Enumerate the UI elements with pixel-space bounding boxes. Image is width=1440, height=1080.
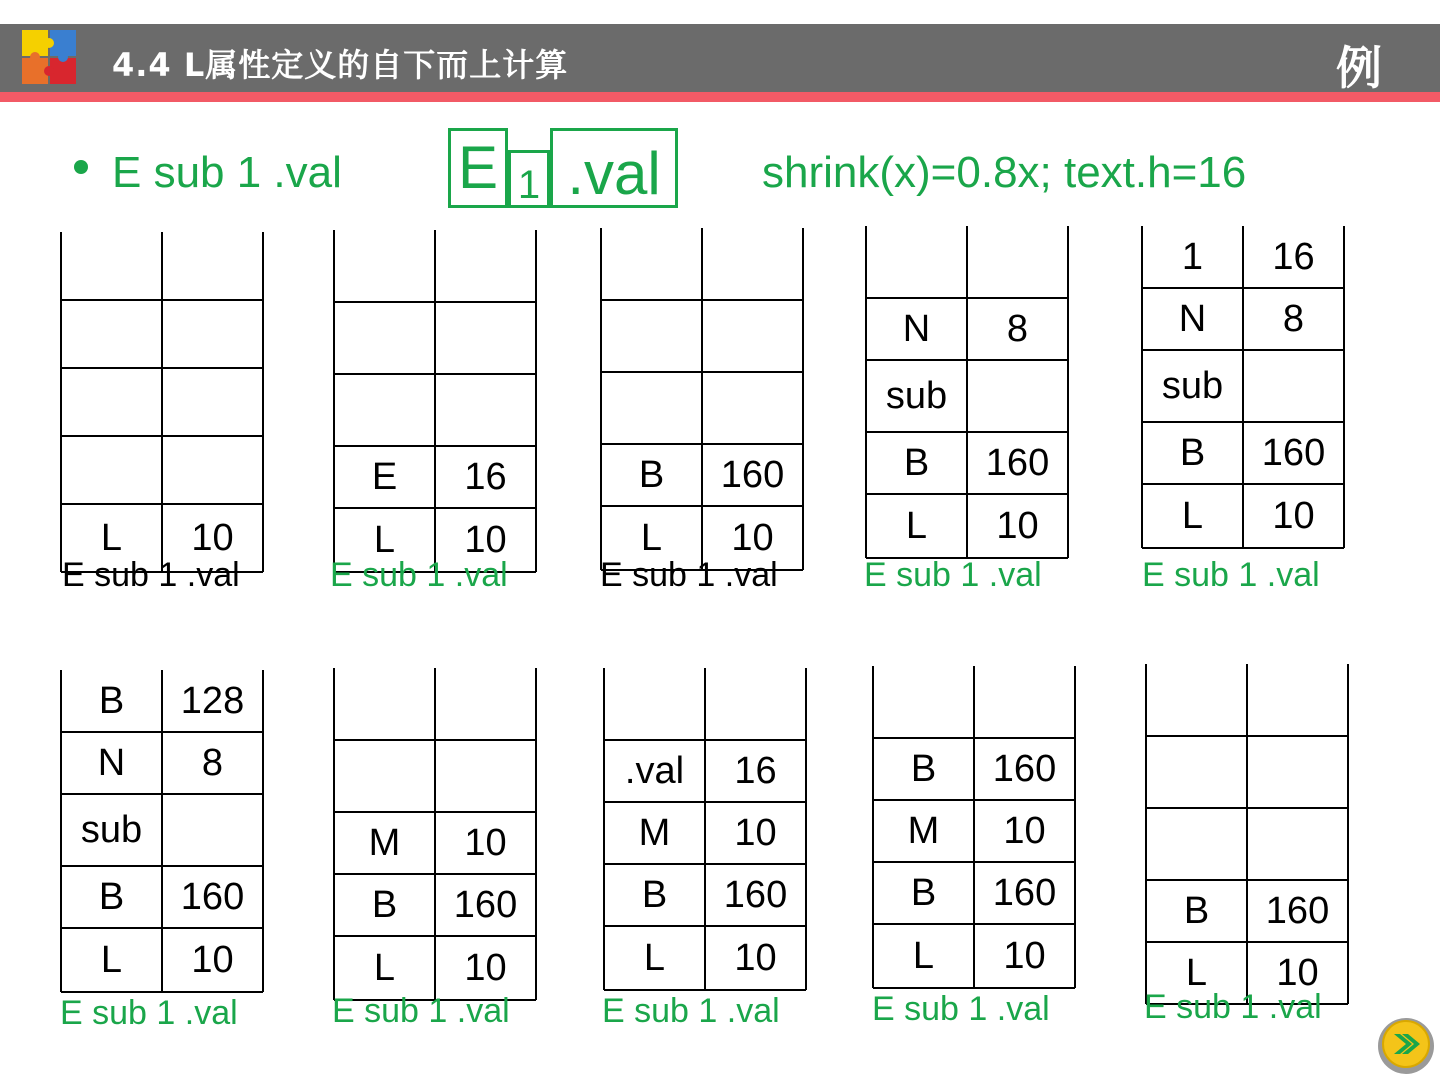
- stack-9-cell-r3-c2: 10: [1003, 809, 1046, 852]
- stack-2-cell-r5-c1: L: [373, 518, 396, 561]
- stack-8-cell-r5-c1: L: [643, 936, 666, 979]
- stack-4-cell-r5-c1: L: [905, 504, 928, 547]
- stack-9-cell-r4-c1: B: [910, 871, 937, 914]
- stack-1-cell-r1-c2: [162, 232, 263, 300]
- caption-7: E sub 1 .val: [332, 992, 510, 1030]
- formula-text: shrink(x)=0.8x; text.h=16: [762, 148, 1247, 197]
- stack-10-cell-r2-c2: [1247, 736, 1348, 808]
- stack-9-cell-r3-c1: M: [907, 809, 940, 852]
- caption-8: E sub 1 .val: [602, 992, 780, 1030]
- stack-1-cell-r2-c1: [61, 300, 162, 368]
- stack-10-cell-r4-c2: 160: [1265, 889, 1330, 932]
- stack-3-cell-r1-c2: [702, 228, 803, 300]
- stack-3-cell-r5-c1: L: [640, 516, 663, 559]
- stack-5-cell-r1-c1: 1: [1181, 235, 1204, 278]
- stack-5-cell-r4-c2: 160: [1261, 431, 1326, 474]
- stack-4-cell-r3-c1: sub: [885, 374, 948, 417]
- stack-4: [865, 226, 1069, 558]
- stack-9-cell-r2-c2: 160: [992, 747, 1057, 790]
- puzzle-logo-icon: [20, 28, 78, 86]
- stack-10-cell-r5-c1: L: [1185, 951, 1208, 994]
- caption-1: E sub 1 .val: [62, 556, 240, 594]
- stack-6: [60, 670, 264, 992]
- stack-6-cell-r5-c1: L: [100, 938, 123, 981]
- stack-5-cell-r3-c1: sub: [1161, 364, 1224, 407]
- stack-9-cell-r1-c2: [974, 666, 1075, 738]
- stack-6-cell-r5-c2: 10: [191, 938, 234, 981]
- stack-7-cell-r1-c1: [334, 668, 435, 740]
- stack-3-cell-r4-c2: 160: [720, 453, 785, 496]
- stack-4-cell-r1-c1: [866, 226, 967, 298]
- stack-8-cell-r1-c1: [604, 668, 705, 740]
- stack-2-cell-r5-c2: 10: [464, 518, 507, 561]
- stack-9-cell-r2-c1: B: [910, 747, 937, 790]
- stack-5-cell-r2-c2: 8: [1282, 297, 1305, 340]
- stack-8-cell-r4-c1: B: [641, 873, 668, 916]
- stack-9-cell-r4-c2: 160: [992, 871, 1057, 914]
- stack-3-cell-r4-c1: B: [638, 453, 665, 496]
- stack-7-cell-r2-c2: [435, 740, 536, 812]
- stack-4-cell-r3-c2: [967, 360, 1068, 432]
- stack-1-cell-r1-c1: [61, 232, 162, 300]
- stack-1-cell-r4-c1: [61, 436, 162, 504]
- stack-1-cell-r4-c2: [162, 436, 263, 504]
- caption-4: E sub 1 .val: [864, 556, 1042, 594]
- stack-5-cell-r2-c1: N: [1178, 297, 1207, 340]
- stack-2-cell-r1-c2: [435, 230, 536, 302]
- stack-6-cell-r4-c2: 160: [180, 875, 245, 918]
- stack-8-cell-r4-c2: 160: [723, 873, 788, 916]
- stack-10-cell-r1-c2: [1247, 664, 1348, 736]
- stack-2: [333, 230, 537, 572]
- stack-7: [333, 668, 537, 1000]
- stack-3-cell-r1-c1: [601, 228, 702, 300]
- stack-4-cell-r2-c2: 8: [1006, 307, 1029, 350]
- stack-3-cell-r2-c2: [702, 300, 803, 372]
- stack-2-cell-r2-c2: [435, 302, 536, 374]
- stack-9-cell-r5-c2: 10: [1003, 934, 1046, 977]
- stack-5-cell-r5-c2: 10: [1272, 494, 1315, 537]
- stack-4-cell-r4-c2: 160: [985, 441, 1050, 484]
- stack-2-cell-r3-c1: [334, 374, 435, 446]
- caption-4: [864, 556, 1042, 595]
- stack-9: [872, 666, 1076, 988]
- stack-2-cell-r1-c1: [334, 230, 435, 302]
- stack-2-cell-r3-c2: [435, 374, 536, 446]
- stack-6-cell-r2-c2: 8: [201, 741, 224, 784]
- stack-1-cell-r3-c2: [162, 368, 263, 436]
- bullet-text: E sub 1 .val: [112, 148, 342, 197]
- stack-1: [60, 232, 264, 572]
- caption-3: [600, 556, 778, 595]
- stack-10-cell-r5-c2: 10: [1276, 951, 1319, 994]
- stack-9-cell-r5-c1: L: [912, 934, 935, 977]
- caption-3: E sub 1 .val: [600, 556, 778, 594]
- stack-10-cell-r2-c1: [1146, 736, 1247, 808]
- stack-7-cell-r3-c2: 10: [464, 821, 507, 864]
- stack-3-cell-r5-c2: 10: [731, 516, 774, 559]
- stack-4-cell-r4-c1: B: [903, 441, 930, 484]
- stack-3: [600, 228, 804, 570]
- stack-7-cell-r5-c2: 10: [464, 946, 507, 989]
- bullet-dot: [74, 160, 88, 174]
- stack-9-cell-r1-c1: [873, 666, 974, 738]
- stack-1-cell-r3-c1: [61, 368, 162, 436]
- stack-7-cell-r1-c2: [435, 668, 536, 740]
- page-title: 4.4 L属性定义的自下而上计算: [112, 46, 569, 84]
- stack-10-cell-r1-c1: [1146, 664, 1247, 736]
- stack-7-cell-r5-c1: L: [373, 946, 396, 989]
- stack-8-cell-r5-c2: 10: [734, 936, 777, 979]
- stack-2-cell-r4-c1: E: [371, 455, 398, 498]
- caption-6: E sub 1 .val: [60, 994, 238, 1032]
- stack-7-cell-r4-c2: 160: [453, 883, 518, 926]
- caption-5: [1142, 556, 1320, 595]
- stack-5: [1141, 226, 1345, 548]
- next-arrow-icon: [1382, 1020, 1430, 1068]
- stack-6-cell-r1-c2: 128: [180, 679, 245, 722]
- box-sub: 1: [508, 150, 550, 208]
- caption-10: E sub 1 .val: [1144, 988, 1322, 1026]
- stack-8-cell-r1-c2: [705, 668, 806, 740]
- stack-1-cell-r2-c2: [162, 300, 263, 368]
- caption-9: E sub 1 .val: [872, 990, 1050, 1028]
- caption-2: E sub 1 .val: [330, 556, 508, 594]
- stack-7-cell-r3-c1: M: [368, 821, 401, 864]
- stack-6-cell-r3-c1: sub: [80, 808, 143, 851]
- stack-4-cell-r5-c2: 10: [996, 504, 1039, 547]
- stack-8-cell-r3-c1: M: [638, 811, 671, 854]
- next-slide-button[interactable]: [1378, 1018, 1434, 1074]
- stack-4-cell-r1-c2: [967, 226, 1068, 298]
- example-mark: 例: [1336, 41, 1382, 95]
- stack-10-cell-r3-c1: [1146, 808, 1247, 880]
- stack-2-cell-r4-c2: 16: [464, 455, 507, 498]
- stack-6-cell-r1-c1: B: [98, 679, 125, 722]
- stack-2-cell-r2-c1: [334, 302, 435, 374]
- stack-5-cell-r3-c2: [1243, 350, 1344, 422]
- stack-3-cell-r2-c1: [601, 300, 702, 372]
- caption-2: [330, 556, 508, 595]
- stack-8-cell-r3-c2: 10: [734, 811, 777, 854]
- caption-5: E sub 1 .val: [1142, 556, 1320, 594]
- stack-8: [603, 668, 807, 990]
- stack-10: [1145, 664, 1349, 1004]
- box-e: E: [448, 128, 508, 208]
- stack-1-cell-r5-c2: 10: [191, 516, 234, 559]
- stack-5-cell-r5-c1: L: [1181, 494, 1204, 537]
- stack-7-cell-r2-c1: [334, 740, 435, 812]
- stack-6-cell-r2-c1: N: [97, 741, 126, 784]
- stack-6-cell-r3-c2: [162, 794, 263, 866]
- stack-5-cell-r1-c2: 16: [1272, 235, 1315, 278]
- stack-6-cell-r4-c1: B: [98, 875, 125, 918]
- stack-1-cell-r5-c1: L: [100, 516, 123, 559]
- stack-3-cell-r3-c1: [601, 372, 702, 444]
- stack-4-cell-r2-c1: N: [902, 307, 931, 350]
- stack-10-cell-r4-c1: B: [1183, 889, 1210, 932]
- stack-8-cell-r2-c1: .val: [624, 749, 685, 792]
- stack-7-cell-r4-c1: B: [371, 883, 398, 926]
- stack-8-cell-r2-c2: 16: [734, 749, 777, 792]
- box-val: .val: [550, 128, 678, 208]
- header-accent-line: [0, 92, 1440, 102]
- stack-3-cell-r3-c2: [702, 372, 803, 444]
- stack-10-cell-r3-c2: [1247, 808, 1348, 880]
- stack-5-cell-r4-c1: B: [1179, 431, 1206, 474]
